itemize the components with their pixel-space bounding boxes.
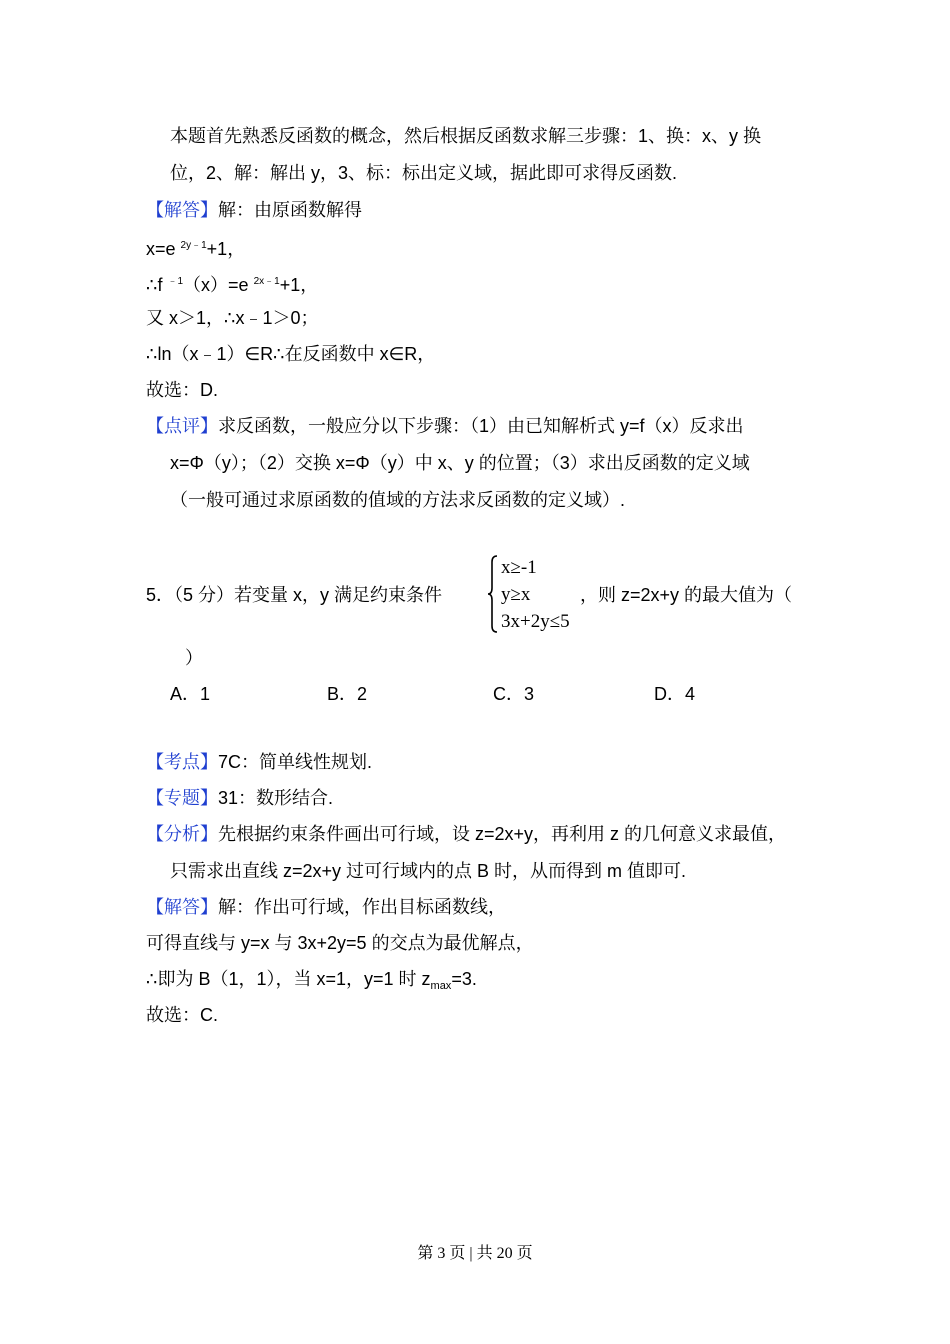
eq2-mid: （x）=e <box>183 275 249 295</box>
page-footer: 第 3 页 | 共 20 页 <box>417 1245 533 1262</box>
answer-tag: 【解答】 <box>146 200 218 220</box>
comment-tag: 【点评】 <box>146 416 218 436</box>
zhuanti-line <box>146 786 333 810</box>
eq1-sup: 2y﹣1 <box>180 240 207 251</box>
kaodian-tag: 【考点】 <box>146 752 218 772</box>
choice-2: 故选：C. <box>146 1005 218 1025</box>
eq2-pre: ∴f <box>146 275 163 295</box>
option-a: A．1 <box>170 684 211 704</box>
eq2-sup1: ﹣1 <box>167 276 184 287</box>
kaodian-line <box>146 750 372 774</box>
analysis-line-2: 位，2、解：解出 y，3、标：标出定义域，据此即可求得反函数. <box>170 163 678 183</box>
fenxi-text-1: 先根据约束条件画出可行域，设 z=2x+y，再利用 z 的几何意义求最值， <box>218 824 787 844</box>
question-stem-left: 5．（5 分）若变量 x，y 满足约束条件 <box>146 585 443 605</box>
option-c: C．3 <box>493 684 535 704</box>
comment-text-1: 求反函数，一般应分以下步骤：（1）由已知解析式 y=f（x）反求出 <box>218 416 744 436</box>
eq2-sup2: 2x﹣1 <box>253 276 280 287</box>
zhuanti-tag: 【专题】 <box>146 788 218 808</box>
option-d: D．4 <box>654 684 696 704</box>
comment-line-1 <box>146 414 744 438</box>
answer-text: 解：由原函数解得 <box>218 200 362 220</box>
solution-line-a: 可得直线与 y=x 与 3x+2y=5 的交点为最优解点， <box>146 933 534 953</box>
constraint-1: x≥-1 <box>501 557 537 578</box>
jieda-line <box>146 895 506 919</box>
eq1-post: +1， <box>206 239 246 259</box>
question-stem-close: ） <box>185 648 203 668</box>
line-b-post: =3. <box>451 969 477 989</box>
fenxi-line-2: 只需求出直线 z=2x+y 过可行域内的点 B 时，从而得到 m 值即可. <box>170 861 687 881</box>
brace-icon <box>487 554 499 634</box>
fenxi-line-1 <box>146 822 786 846</box>
constraint-2: y≥x <box>501 584 531 605</box>
solution-line-b <box>146 967 477 998</box>
zhuanti-text: 31：数形结合. <box>218 788 334 808</box>
line-b-pre: ∴即为 B（1，1），当 x=1，y=1 时 z <box>146 969 431 989</box>
jieda-text: 解：作出可行域，作出目标函数线， <box>218 897 506 917</box>
equation-2 <box>146 270 318 297</box>
eq1-pre: x=e <box>146 239 176 259</box>
answer-line <box>146 198 362 222</box>
equation-3: 又 x＞1，∴x﹣1＞0； <box>146 308 319 328</box>
line-b-sub: max <box>430 980 452 992</box>
comment-line-2: x=Φ（y）；（2）交换 x=Φ（y）中 x、y 的位置；（3）求出反函数的定义域 <box>170 453 750 473</box>
constraint-3: 3x+2y≤5 <box>501 611 570 632</box>
analysis-line-1: 本题首先熟悉反函数的概念，然后根据反函数求解三步骤：1、换：x、y 换 <box>170 126 762 146</box>
comment-line-3: （一般可通过求原函数的值域的方法求反函数的定义域）. <box>170 490 625 510</box>
question-stem-right: ，则 z=2x+y 的最大值为（ <box>580 585 793 605</box>
fenxi-tag: 【分析】 <box>146 824 218 844</box>
equation-4: ∴ln（x﹣1）∈R∴在反函数中 x∈R， <box>146 344 436 364</box>
kaodian-text: 7C：简单线性规划. <box>218 752 373 772</box>
choice-1: 故选：D. <box>146 380 218 400</box>
jieda-tag: 【解答】 <box>146 897 218 917</box>
equation-1 <box>146 234 245 261</box>
option-b: B．2 <box>327 684 368 704</box>
eq2-post: +1， <box>279 275 319 295</box>
